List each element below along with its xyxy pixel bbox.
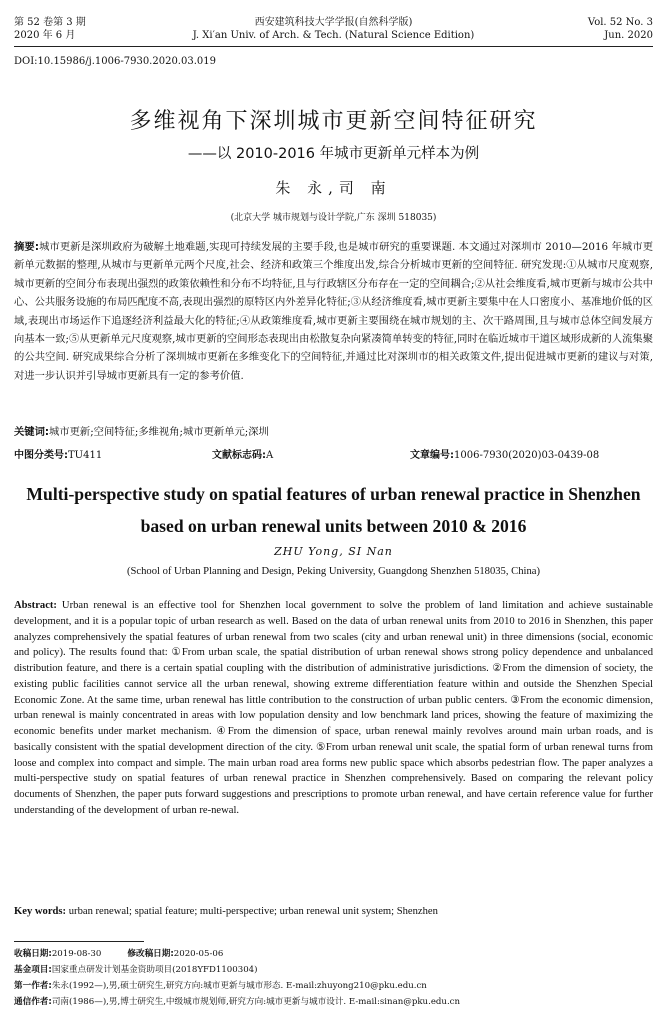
footnote-fund bbox=[14, 962, 653, 978]
fund-text: 国家重点研发计划基金资助项目(2018YFD1100304) bbox=[51, 965, 258, 975]
keywords-en-text: urban renewal; spatial feature; multi-perspective; urban renewal unit system; Shenzhen bbox=[68, 906, 438, 917]
clc-value: TU411 bbox=[68, 450, 103, 461]
abstract-cn bbox=[14, 238, 653, 385]
footnote-divider bbox=[14, 941, 144, 942]
header-volume: 第 52 卷第 3 期 bbox=[14, 17, 86, 28]
header-date: 2020 年 6 月 bbox=[14, 30, 76, 41]
running-header bbox=[14, 16, 653, 44]
subtitle-cn: ——以 2010-2016 年城市更新单元样本为例 bbox=[187, 146, 480, 162]
header-date-en: Jun. 2020 bbox=[604, 30, 653, 41]
abstract-en-label: Abstract: bbox=[14, 600, 57, 611]
keywords-cn-label: 关键词: bbox=[14, 426, 50, 438]
clc-number bbox=[14, 446, 102, 461]
article-number bbox=[410, 446, 599, 461]
authors-en: ZHU Yong, SI Nan bbox=[274, 545, 393, 558]
revised-date: 2020-05-06 bbox=[173, 949, 224, 959]
corr-author-text: 司南(1986—),男,博士研究生,中级城市规划师,研究方向:城市更新与城市设计. E-mail:sinan@pku.edu.cn bbox=[51, 997, 461, 1007]
corr-author-label: 通信作者: bbox=[14, 997, 52, 1007]
abstract-cn-label: 摘要: bbox=[14, 241, 39, 253]
footnotes bbox=[14, 946, 653, 1010]
received-date: 2019-08-30 bbox=[51, 949, 102, 959]
affiliation-en: (School of Urban Planning and Design, Peking University, Guangdong Shenzhen 518035, China) bbox=[126, 566, 540, 577]
abstract-cn-text: 城市更新是深圳政府为破解土地难题,实现可持续发展的主要手段,也是城市研究的重要课题. 本文通过对深圳市 2010—2016 年城市更新单元数据的整理,从城市与更新单元两个尺度,社会、经济和政策三个维度出发,综合分析城市更新的空间特征. 研究发现:①从城市尺度观察,城市更新的空间分布表现出强烈的政策依赖性和分布不均特征,且与行政辖区分布存在一定的空间耦合;②从社会维度看,城市更新与城市公共中心、公共服务设施的布局匹配度不高,表现出强烈的原特区内外差异化特征;③从经济维度看,城市更新主要集中在人口密度小、基准地价低的区域,表现出市场运作下追逐经济利益最大化的特征;④从政策维度看,城市更新主要围绕在城市规划的主、次干路周围,且与城市总体空间发展方向基本一致;⑤从更新单元尺度观察,城市更新的空间形态表现出由松散复杂向紧凑简单转变的特征,同时在临近城市干道区域形成新的人流集聚的公共空间. 研究成果综合分析了深圳城市更新在多维变化下的空间特征,并通过比对深圳市的相关政策文件,提出促进城市更新的建议与对策,对进一步认识并引导城市更新具有一定的参考价值. bbox=[14, 241, 653, 382]
fund-label: 基金项目: bbox=[14, 965, 52, 975]
article-no-label: 文章编号: bbox=[410, 450, 454, 461]
header-issue-en bbox=[588, 16, 653, 42]
abstract-en-text: Urban renewal is an effective tool for Shenzhen local government to solve the problem of land limitation and achieve sustainable development, and it is a popular topic of urban research as well. Based on the data of urban renewal units from 2010 to 2016 in Shenzhen, this paper analyzes comprehensively the spatial features of urban renewal from two scales (city and urban renewal unit) in three dimensions (social, economic and policy). The results found that: ①From urban scale, the spatial distribution of urban renewal shows strong policy dependence and unbalanced distribution feature, and there is a certain spatial coupling with the distribution of administrative jurisdictions. ②From the dimension of society, the existing public facilities cannot service all the urban renewal, showing extreme differentiation feature within and outside the Shenzhen Special Economic Zone. At the same time, urban renewal has little contribution to the construction of urban public centers. ③From the economic dimension, urban renewal is mainly concentrated in areas with low population density and low benchmark land prices, showing the feature of maximizing the economic benefits under market mechanism. ④From the dimension of space, urban renewal mainly revolves around main urban roads, and is basically consistent with the spatial development direction of the city. ⑤From urban renewal unit scale, the spatial form of urban renewal turns from loose and complex into compact and simple. The main urban road area forms new public space which absorbs pedestrian flow. The paper analyzes a multi-perspective study on spatial features of urban renewal practice in Shenzhen comprehensively. Based on comparing the relevant policy documents of Shenzhen, the paper puts forward suggestions and prescriptions to promote urban renewal, and have certain reference value for further understanding of the development of urban re-newal. bbox=[14, 600, 654, 816]
doc-code-value: A bbox=[266, 450, 274, 461]
article-no-value: 1006-7930(2020)03-0439-08 bbox=[454, 450, 600, 461]
first-author-label: 第一作者: bbox=[14, 981, 52, 991]
document-code bbox=[212, 446, 273, 461]
classification-line bbox=[14, 446, 653, 460]
authors-cn: 朱 永,司 南 bbox=[275, 179, 392, 197]
doi: DOI:10.15986/j.1006-7930.2020.03.019 bbox=[14, 56, 216, 67]
header-volume-en: Vol. 52 No. 3 bbox=[587, 17, 653, 28]
clc-label: 中图分类号: bbox=[14, 450, 68, 461]
abstract-en bbox=[14, 598, 653, 819]
first-author-text: 朱永(1992—),男,硕士研究生,研究方向:城市更新与城市形态. E-mail:zhuyong210@pku.edu.cn bbox=[51, 981, 427, 991]
keywords-cn-text: 城市更新;空间特征;多维视角;城市更新单元;深圳 bbox=[49, 426, 269, 438]
footnote-first-author bbox=[14, 978, 653, 994]
footnote-dates bbox=[14, 946, 653, 962]
title-en: Multi-perspective study on spatial features of urban renewal practice in Shenzhen based on urban renewal units between 2010 & 2016 bbox=[26, 484, 641, 536]
keywords-en bbox=[14, 906, 653, 917]
header-divider bbox=[14, 46, 653, 47]
title-cn: 多维视角下深圳城市更新空间特征研究 bbox=[129, 109, 538, 134]
keywords-en-label: Key words: bbox=[14, 906, 67, 917]
journal-name-cn: 西安建筑科技大学学报(自然科学版) bbox=[254, 17, 413, 28]
affiliation-cn: (北京大学 城市规划与设计学院,广东 深圳 518035) bbox=[230, 213, 437, 223]
received-label: 收稿日期: bbox=[14, 949, 52, 959]
keywords-cn bbox=[14, 423, 653, 438]
revised-label: 修改稿日期: bbox=[127, 949, 174, 959]
doc-code-label: 文献标志码: bbox=[212, 450, 266, 461]
footnote-corresponding-author bbox=[14, 994, 653, 1010]
header-journal bbox=[14, 16, 653, 42]
journal-name-en: J. Xi′an Univ. of Arch. & Tech. (Natural Science Edition) bbox=[192, 30, 475, 41]
